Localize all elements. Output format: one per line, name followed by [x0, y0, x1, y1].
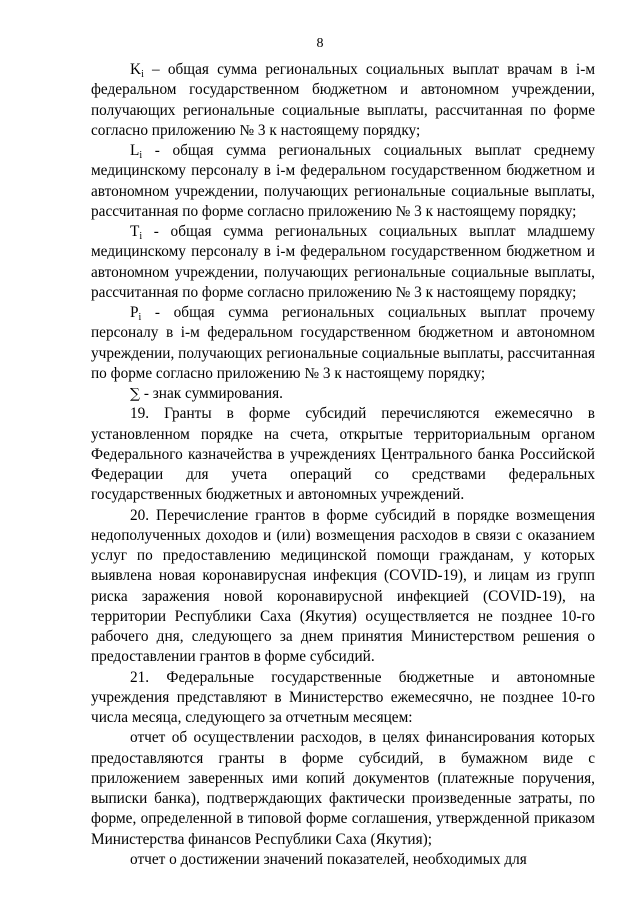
definition-l — [91, 141, 595, 222]
symbol-k: K — [130, 61, 142, 78]
subscript-p: i — [138, 312, 142, 323]
definition-sum — [91, 384, 595, 404]
report-indicators-item: отчет о достижении значений показателей, необходимых для — [130, 850, 527, 868]
document-body — [91, 60, 595, 870]
subscript-k: i — [141, 69, 144, 80]
definition-k-text: – общая сумма региональных социальных выплат врачам в i-м федеральном государственном бюджетном и автономном учреждении, получающих региональные социальные выплаты, рассчитанная по форме согласно приложению № 3 к настоящему порядку; — [91, 61, 595, 139]
report-expenses-item: отчет об осуществлении расходов, в целях финансирования которых предоставляются гранты в форме субсидий, в бумажном виде с приложением заверенных ими копий документов (платежные поручения, выписки банка), подтверждающих фактически произведенные затраты, по форме, определенной в типовой форме соглашения, утвержденной приказом Министерства финансов Республики Саха (Якутия); — [91, 729, 595, 848]
definition-t-text: - общая сумма региональных социальных выплат младшему медицинскому персоналу в i-м федеральном государственном бюджетном и автономном учреждении, получающих региональные социальные выплаты, рассчитанная по форме согласно приложению № 3 к настоящему порядку; — [91, 223, 595, 301]
paragraph-20: 20. Перечисление грантов в форме субсидий в порядке возмещения недополученных доходов и (или) возмещения расходов в связи с оказанием услуг по предоставлению медицинской помощи гражданам, у которых выявлена новая коронавирусная инфекция (COVID-19), и лицам из групп риска заражения новой коронавирусной инфекцией (COVID-19), на территории Республики Саха (Якутия) осуществляется не позднее 10-го рабочего дня, следующего за днем принятия Министерством решения о предоставлении грантов в форме субсидий. — [91, 506, 595, 666]
paragraph-21: 21. Федеральные государственные бюджетные и автономные учреждения представляют в Министерство ежемесячно, не позднее 10-го числа месяца, следующего за отчетным месяцем: — [91, 668, 595, 726]
definition-k — [91, 60, 595, 141]
subscript-l: i — [139, 150, 143, 161]
paragraph-19: 19. Гранты в форме субсидий перечисляются ежемесячно в установленном порядке на счета, открытые территориальным органом Федерального казначейства в учреждениях Центрального банка Российской Федерации для учета операций со средствами федеральных государственных бюджетных и автономных учреждений. — [91, 405, 595, 504]
symbol-l: L — [130, 142, 140, 159]
definition-sum-text: - знак суммирования. — [140, 385, 283, 402]
sigma-icon: ∑ — [130, 386, 140, 402]
page-number: 8 — [316, 36, 324, 51]
definition-t — [91, 222, 595, 303]
definition-p-text: - общая сумма региональных социальных выплат прочему персоналу в i-м федеральном государственном бюджетном и автономном учреждении, получающих региональные социальные выплаты, рассчитанная по форме согласно приложению № 3 к настоящему порядку; — [91, 304, 595, 382]
definition-l-text: - общая сумма региональных социальных выплат среднему медицинскому персоналу в i-м федеральном государственном бюджетном и автономном учреждении, получающих региональные социальные выплаты, рассчитанная по форме согласно приложению № 3 к настоящему порядку; — [91, 142, 595, 220]
symbol-t: T — [130, 223, 140, 240]
definition-p — [91, 303, 595, 384]
symbol-p: P — [130, 304, 139, 321]
subscript-t: i — [139, 231, 143, 242]
